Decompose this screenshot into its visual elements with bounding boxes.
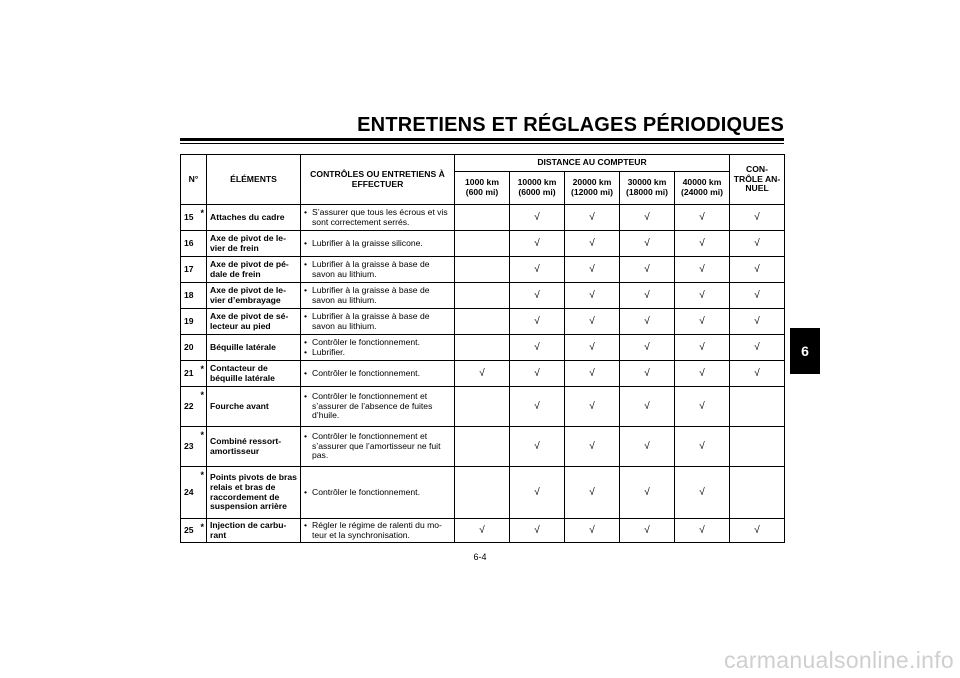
control-text: Lubrifier à la graisse à base de savon au lithium. xyxy=(312,284,430,305)
interval-check-cell xyxy=(455,387,510,427)
annual-check-cell xyxy=(730,467,785,519)
control-bullet xyxy=(304,260,451,280)
check-mark-icon: √ xyxy=(479,524,485,536)
bullet-icon: • xyxy=(304,336,308,347)
row-number-value: 21 xyxy=(184,367,194,378)
row-number xyxy=(181,257,207,283)
interval-check-cell xyxy=(675,257,730,283)
bullet-icon: • xyxy=(304,346,308,357)
control-bullet xyxy=(304,432,451,462)
check-mark-icon: √ xyxy=(644,237,650,249)
annual-check-cell xyxy=(730,205,785,231)
interval-check-cell xyxy=(455,427,510,467)
bullet-icon: • xyxy=(304,206,308,217)
check-mark-icon: √ xyxy=(534,211,540,223)
check-mark-icon: √ xyxy=(644,400,650,412)
check-mark-icon: √ xyxy=(699,211,705,223)
check-mark-icon: √ xyxy=(754,263,760,275)
check-mark-icon: √ xyxy=(754,341,760,353)
interval-check-cell xyxy=(565,335,620,361)
interval-check-cell xyxy=(565,387,620,427)
check-mark-icon: √ xyxy=(754,367,760,379)
row-element: Fourche avant xyxy=(207,387,301,427)
control-text: Lubrifier à la graisse à base de savon au lithium. xyxy=(312,310,430,331)
row-number-value: 20 xyxy=(184,341,194,352)
interval-check-cell xyxy=(620,257,675,283)
interval-check-cell xyxy=(565,519,620,543)
interval-check-cell xyxy=(620,283,675,309)
row-number xyxy=(181,283,207,309)
dealer-asterisk: * xyxy=(200,522,204,532)
row-controls xyxy=(301,309,455,335)
header-controls-line1: CONTRÔLES OU ENTRETIENS À xyxy=(310,168,445,179)
annual-check-cell xyxy=(730,231,785,257)
table-row xyxy=(181,309,785,335)
interval-check-cell xyxy=(510,519,565,543)
row-controls xyxy=(301,427,455,467)
control-bullet xyxy=(304,521,451,541)
table-row xyxy=(181,257,785,283)
control-text: Lubrifier à la graisse silicone. xyxy=(312,237,423,248)
interval-check-cell xyxy=(620,205,675,231)
row-controls xyxy=(301,257,455,283)
control-text: Lubrifier à la graisse à base de savon au lithium. xyxy=(312,258,430,279)
bullet-icon: • xyxy=(304,519,308,530)
interval-check-cell xyxy=(565,257,620,283)
row-number-value: 19 xyxy=(184,315,194,326)
header-num: N° xyxy=(181,155,207,205)
check-mark-icon: √ xyxy=(754,237,760,249)
interval-check-cell xyxy=(675,231,730,257)
row-element: Béquille latérale xyxy=(207,335,301,361)
interval-check-cell xyxy=(565,205,620,231)
dealer-asterisk: * xyxy=(200,390,204,400)
control-text: Contrôler le fonctionnement. xyxy=(312,486,420,497)
check-mark-icon: √ xyxy=(699,237,705,249)
control-bullet xyxy=(304,208,451,228)
row-number-value: 15 xyxy=(184,211,194,222)
check-mark-icon: √ xyxy=(644,440,650,452)
check-mark-icon: √ xyxy=(699,486,705,498)
interval-check-cell xyxy=(565,427,620,467)
interval-check-cell xyxy=(510,309,565,335)
interval-check-cell xyxy=(510,205,565,231)
annual-check-cell xyxy=(730,283,785,309)
check-mark-icon: √ xyxy=(644,486,650,498)
check-mark-icon: √ xyxy=(644,211,650,223)
interval-check-cell xyxy=(675,283,730,309)
header-annual-line1: CON- xyxy=(746,163,768,174)
control-bullet xyxy=(304,488,451,498)
interval-check-cell xyxy=(455,335,510,361)
check-mark-icon: √ xyxy=(534,367,540,379)
annual-check-cell xyxy=(730,335,785,361)
interval-check-cell xyxy=(455,257,510,283)
table-row xyxy=(181,361,785,387)
check-mark-icon: √ xyxy=(534,263,540,275)
interval-check-cell xyxy=(565,361,620,387)
interval-check-cell xyxy=(620,387,675,427)
bullet-icon: • xyxy=(304,284,308,295)
row-number xyxy=(181,361,207,387)
check-mark-icon: √ xyxy=(644,263,650,275)
interval-check-cell xyxy=(510,427,565,467)
interval-check-cell xyxy=(455,283,510,309)
header-distance-3: 20000 km (12000 mi) xyxy=(565,172,620,205)
control-bullet xyxy=(304,286,451,306)
check-mark-icon: √ xyxy=(534,440,540,452)
check-mark-icon: √ xyxy=(589,237,595,249)
interval-check-cell xyxy=(510,387,565,427)
row-controls xyxy=(301,231,455,257)
bullet-icon: • xyxy=(304,430,308,441)
check-mark-icon: √ xyxy=(699,315,705,327)
row-element: Points pivots de bras relais et bras de raccordement de suspension arrière xyxy=(207,467,301,519)
interval-check-cell xyxy=(675,205,730,231)
check-mark-icon: √ xyxy=(644,367,650,379)
annual-check-cell xyxy=(730,519,785,543)
interval-check-cell xyxy=(565,309,620,335)
row-number xyxy=(181,335,207,361)
check-mark-icon: √ xyxy=(754,289,760,301)
table-body xyxy=(181,205,785,543)
row-number-value: 18 xyxy=(184,289,194,300)
row-element: Axe de pivot de pé-dale de frein xyxy=(207,257,301,283)
control-text: Lubrifier. xyxy=(312,346,345,357)
dealer-asterisk: * xyxy=(200,208,204,218)
control-bullet xyxy=(304,392,451,422)
control-bullet xyxy=(304,312,451,332)
row-number xyxy=(181,467,207,519)
row-controls xyxy=(301,387,455,427)
row-element: Combiné ressort-amortisseur xyxy=(207,427,301,467)
title-rule-thick xyxy=(180,138,784,141)
check-mark-icon: √ xyxy=(754,211,760,223)
interval-check-cell xyxy=(455,205,510,231)
row-element: Contacteur de béquille latérale xyxy=(207,361,301,387)
row-number-value: 23 xyxy=(184,440,194,451)
check-mark-icon: √ xyxy=(534,237,540,249)
interval-check-cell xyxy=(620,335,675,361)
interval-check-cell xyxy=(675,427,730,467)
interval-check-cell xyxy=(455,467,510,519)
interval-check-cell xyxy=(620,467,675,519)
row-element: Axe de pivot de le-vier de frein xyxy=(207,231,301,257)
check-mark-icon: √ xyxy=(534,400,540,412)
interval-check-cell xyxy=(620,519,675,543)
table-row xyxy=(181,205,785,231)
annual-check-cell xyxy=(730,387,785,427)
check-mark-icon: √ xyxy=(589,367,595,379)
table-row xyxy=(181,335,785,361)
check-mark-icon: √ xyxy=(699,341,705,353)
header-controls-line2: EFFECTUER xyxy=(351,178,404,189)
annual-check-cell xyxy=(730,427,785,467)
header-annual-line3: NUEL xyxy=(745,183,769,194)
annual-check-cell xyxy=(730,309,785,335)
check-mark-icon: √ xyxy=(699,524,705,536)
row-element: Axe de pivot de le-vier d’embrayage xyxy=(207,283,301,309)
bullet-icon: • xyxy=(304,258,308,269)
header-distance-1: 1000 km (600 mi) xyxy=(455,172,510,205)
check-mark-icon: √ xyxy=(699,440,705,452)
bullet-icon: • xyxy=(304,367,308,378)
row-number-value: 17 xyxy=(184,263,194,274)
check-mark-icon: √ xyxy=(589,400,595,412)
check-mark-icon: √ xyxy=(589,486,595,498)
control-text: Contrôler le fonctionnement. xyxy=(312,367,420,378)
interval-check-cell xyxy=(510,467,565,519)
check-mark-icon: √ xyxy=(534,289,540,301)
dealer-asterisk: * xyxy=(200,430,204,440)
interval-check-cell xyxy=(510,283,565,309)
check-mark-icon: √ xyxy=(644,524,650,536)
interval-check-cell xyxy=(565,283,620,309)
header-distance-5: 40000 km (24000 mi) xyxy=(675,172,730,205)
header-annual-line2: TRÔLE AN- xyxy=(733,173,781,184)
page-number: 6-4 xyxy=(473,552,487,562)
table-row xyxy=(181,387,785,427)
header-distance-4: 30000 km (18000 mi) xyxy=(620,172,675,205)
check-mark-icon: √ xyxy=(589,263,595,275)
check-mark-icon: √ xyxy=(534,524,540,536)
row-controls xyxy=(301,467,455,519)
check-mark-icon: √ xyxy=(699,289,705,301)
row-controls xyxy=(301,283,455,309)
row-number xyxy=(181,387,207,427)
bullet-icon: • xyxy=(304,310,308,321)
check-mark-icon: √ xyxy=(644,341,650,353)
check-mark-icon: √ xyxy=(644,315,650,327)
header-distance: DISTANCE AU COMPTEUR xyxy=(455,155,730,172)
check-mark-icon: √ xyxy=(589,315,595,327)
header-distance-2: 10000 km (6000 mi) xyxy=(510,172,565,205)
interval-check-cell xyxy=(565,467,620,519)
interval-check-cell xyxy=(510,335,565,361)
row-controls xyxy=(301,361,455,387)
annual-check-cell xyxy=(730,361,785,387)
check-mark-icon: √ xyxy=(479,367,485,379)
check-mark-icon: √ xyxy=(534,486,540,498)
interval-check-cell xyxy=(455,361,510,387)
row-number xyxy=(181,205,207,231)
interval-check-cell xyxy=(565,231,620,257)
check-mark-icon: √ xyxy=(534,315,540,327)
header-elements: ÉLÉMENTS xyxy=(207,155,301,205)
control-text: S’assurer que tous les écrous et vis sont correctement serrés. xyxy=(312,206,448,227)
page-title: ENTRETIENS ET RÉGLAGES PÉRIODIQUES xyxy=(357,114,784,136)
interval-check-cell xyxy=(620,361,675,387)
annual-check-cell xyxy=(730,257,785,283)
check-mark-icon: √ xyxy=(534,341,540,353)
interval-check-cell xyxy=(675,467,730,519)
interval-check-cell xyxy=(510,361,565,387)
row-number-value: 16 xyxy=(184,237,194,248)
row-number xyxy=(181,231,207,257)
bullet-icon: • xyxy=(304,486,308,497)
row-number-value: 22 xyxy=(184,400,194,411)
row-number xyxy=(181,309,207,335)
check-mark-icon: √ xyxy=(589,211,595,223)
check-mark-icon: √ xyxy=(699,400,705,412)
interval-check-cell xyxy=(620,231,675,257)
row-controls xyxy=(301,205,455,231)
interval-check-cell xyxy=(675,387,730,427)
check-mark-icon: √ xyxy=(589,341,595,353)
row-element: Attaches du cadre xyxy=(207,205,301,231)
interval-check-cell xyxy=(675,361,730,387)
interval-check-cell xyxy=(455,519,510,543)
title-rule-thin xyxy=(180,143,784,144)
watermark: carmanualsonline.info xyxy=(723,647,954,673)
interval-check-cell xyxy=(675,519,730,543)
interval-check-cell xyxy=(455,231,510,257)
control-text: Contrôler le fonctionnement et s’assurer que l’amortisseur ne fuit pas. xyxy=(312,430,441,461)
header-annual xyxy=(730,155,785,205)
control-text: Contrôler le fonctionnement. xyxy=(312,336,420,347)
check-mark-icon: √ xyxy=(754,315,760,327)
check-mark-icon: √ xyxy=(699,263,705,275)
dealer-asterisk: * xyxy=(200,470,204,480)
control-text: Contrôler le fonctionnement et s’assurer de l’absence de fuites d’huile. xyxy=(312,390,433,421)
row-controls xyxy=(301,519,455,543)
interval-check-cell xyxy=(620,309,675,335)
control-bullet xyxy=(304,239,451,249)
table-row xyxy=(181,283,785,309)
interval-check-cell xyxy=(510,257,565,283)
check-mark-icon: √ xyxy=(699,367,705,379)
check-mark-icon: √ xyxy=(589,440,595,452)
row-number xyxy=(181,427,207,467)
table-row xyxy=(181,427,785,467)
check-mark-icon: √ xyxy=(589,524,595,536)
row-number-value: 24 xyxy=(184,486,194,497)
table-row xyxy=(181,231,785,257)
row-element: Axe de pivot de sé-lecteur au pied xyxy=(207,309,301,335)
interval-check-cell xyxy=(675,309,730,335)
table-row xyxy=(181,519,785,543)
check-mark-icon: √ xyxy=(589,289,595,301)
interval-check-cell xyxy=(675,335,730,361)
header-controls xyxy=(301,155,455,205)
row-controls xyxy=(301,335,455,361)
bullet-icon: • xyxy=(304,237,308,248)
interval-check-cell xyxy=(510,231,565,257)
bullet-icon: • xyxy=(304,390,308,401)
check-mark-icon: √ xyxy=(754,524,760,536)
control-text: Régler le régime de ralenti du mo-teur et la synchronisation. xyxy=(312,519,442,540)
row-number-value: 25 xyxy=(184,524,194,535)
check-mark-icon: √ xyxy=(644,289,650,301)
interval-check-cell xyxy=(620,427,675,467)
chapter-tab[interactable]: 6 xyxy=(790,328,820,374)
row-element: Injection de carbu-rant xyxy=(207,519,301,543)
maintenance-table xyxy=(180,154,785,543)
dealer-asterisk: * xyxy=(200,364,204,374)
interval-check-cell xyxy=(455,309,510,335)
table-row xyxy=(181,467,785,519)
control-bullet xyxy=(304,369,451,379)
row-number xyxy=(181,519,207,543)
control-bullet xyxy=(304,348,451,358)
